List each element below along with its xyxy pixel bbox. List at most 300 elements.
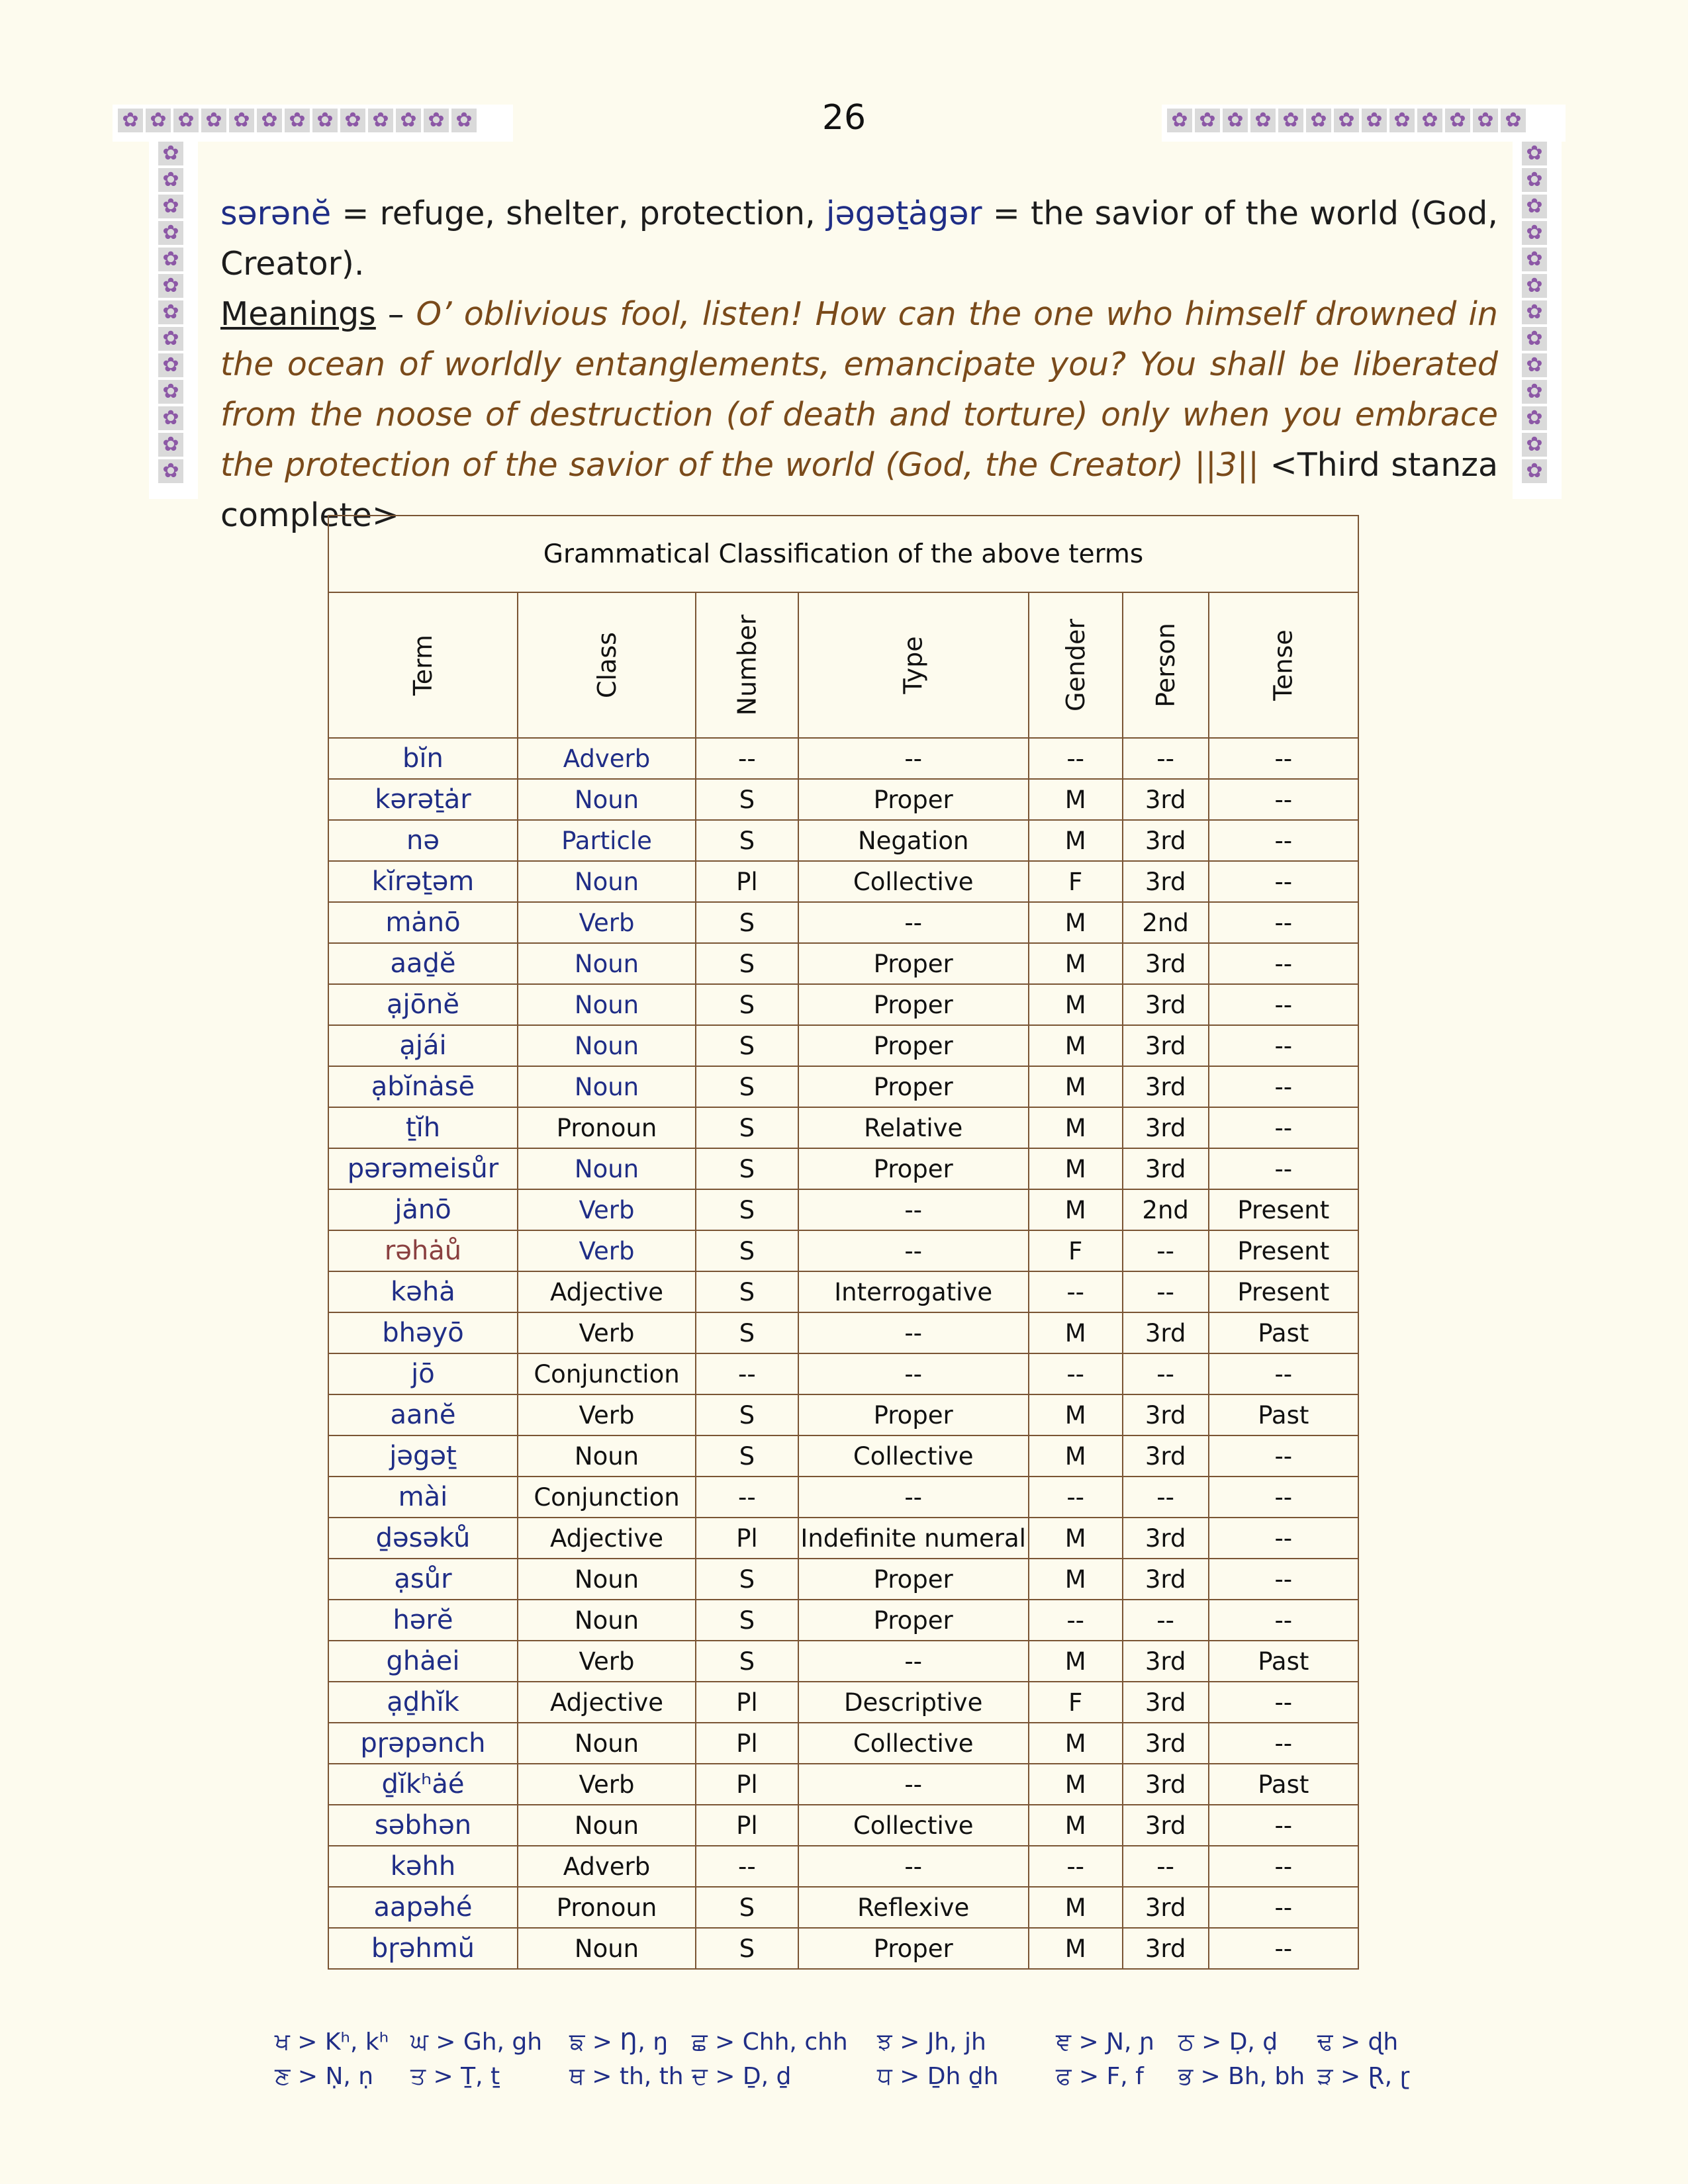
- commentary-text: [220, 189, 1498, 541]
- flower-ornament-icon: ✿: [158, 459, 183, 483]
- table-row: [328, 1230, 1358, 1271]
- cell-tense: --: [1209, 1559, 1358, 1600]
- cell-person: --: [1123, 1477, 1209, 1518]
- cell-tense: Past: [1209, 1764, 1358, 1805]
- flower-ornament-icon: ✿: [1445, 109, 1470, 132]
- cell-term: bĭn: [328, 738, 518, 779]
- cell-type: Proper: [798, 1025, 1029, 1066]
- cell-gender: M: [1029, 1394, 1123, 1435]
- table-row: [328, 1641, 1358, 1682]
- flower-ornament-icon: ✿: [1522, 274, 1547, 298]
- cell-type: Reflexive: [798, 1887, 1029, 1928]
- cell-tense: --: [1209, 1682, 1358, 1723]
- key-row-1: [275, 2025, 1466, 2060]
- cell-gender: M: [1029, 1435, 1123, 1477]
- cell-class: Verb: [518, 1764, 696, 1805]
- flower-ornament-icon: ✿: [173, 109, 199, 132]
- cell-person: 3rd: [1123, 1887, 1209, 1928]
- table-row: [328, 984, 1358, 1025]
- cell-term: jō: [328, 1353, 518, 1394]
- flower-ornament-icon: ✿: [201, 109, 226, 132]
- cell-tense: --: [1209, 1518, 1358, 1559]
- meanings-label: Meanings: [220, 295, 376, 333]
- cell-tense: --: [1209, 1928, 1358, 1969]
- flower-ornament-icon: ✿: [1417, 109, 1442, 132]
- key-entry: ਥ > th, th: [569, 2063, 684, 2090]
- cell-class: Noun: [518, 1559, 696, 1600]
- key-entry: ਫ > F, f: [1056, 2063, 1144, 2090]
- key-entry: ਛ > Chh, chh: [692, 2028, 848, 2056]
- cell-type: Proper: [798, 1600, 1029, 1641]
- flower-ornament-icon: ✿: [158, 142, 183, 165]
- cell-gender: M: [1029, 1066, 1123, 1107]
- header-gender: Gender: [1029, 592, 1123, 738]
- meanings-body: O’ oblivious fool, listen! How can the one who himself drowned in the ocean of worldly entanglements, emancipate you? You shall be liberated from the noose of destruction (of death and torture) only when you embrace the protection of the savior of the world (God, the Creator): [220, 295, 1498, 484]
- cell-number: Pl: [696, 861, 798, 902]
- table-row: [328, 902, 1358, 943]
- table-row: [328, 1066, 1358, 1107]
- table-row: [328, 1353, 1358, 1394]
- cell-tense: --: [1209, 1477, 1358, 1518]
- cell-gender: M: [1029, 984, 1123, 1025]
- cell-type: Proper: [798, 943, 1029, 984]
- table-row: [328, 1846, 1358, 1887]
- cell-gender: M: [1029, 1025, 1123, 1066]
- key-entry: ਢ > ɖh: [1317, 2028, 1399, 2056]
- cell-class: Verb: [518, 1230, 696, 1271]
- table-header-row: [328, 592, 1358, 738]
- frame-top-left: [113, 105, 513, 142]
- header-number: Number: [696, 592, 798, 738]
- cell-tense: --: [1209, 1066, 1358, 1107]
- cell-class: Adjective: [518, 1518, 696, 1559]
- meanings-dash: –: [375, 295, 416, 333]
- key-entry: ਝ > Jh, jh: [877, 2028, 986, 2056]
- cell-tense: Present: [1209, 1230, 1358, 1271]
- cell-type: Proper: [798, 984, 1029, 1025]
- flower-ornament-icon: ✿: [257, 109, 282, 132]
- cell-term: rəhȧů: [328, 1230, 518, 1271]
- cell-person: 3rd: [1123, 861, 1209, 902]
- flower-ornament-icon: ✿: [1473, 109, 1498, 132]
- cell-person: 3rd: [1123, 1559, 1209, 1600]
- cell-number: S: [696, 1025, 798, 1066]
- key-entry: ਭ > Bh, bh: [1178, 2063, 1305, 2090]
- cell-person: --: [1123, 1846, 1209, 1887]
- flower-ornament-icon: ✿: [1389, 109, 1415, 132]
- flower-ornament-icon: ✿: [285, 109, 310, 132]
- flower-ornament-icon: ✿: [340, 109, 365, 132]
- flower-ornament-icon: ✿: [158, 327, 183, 351]
- flower-ornament-icon: ✿: [118, 109, 143, 132]
- cell-number: S: [696, 1394, 798, 1435]
- table-row: [328, 861, 1358, 902]
- cell-tense: Past: [1209, 1312, 1358, 1353]
- cell-person: --: [1123, 1600, 1209, 1641]
- cell-term: ạsůr: [328, 1559, 518, 1600]
- cell-gender: M: [1029, 1764, 1123, 1805]
- cell-type: Negation: [798, 820, 1029, 861]
- cell-gender: F: [1029, 1682, 1123, 1723]
- table-row: [328, 1271, 1358, 1312]
- cell-tense: --: [1209, 984, 1358, 1025]
- cell-term: aapəhé: [328, 1887, 518, 1928]
- flower-ornament-icon: ✿: [1522, 380, 1547, 404]
- table-row: [328, 1805, 1358, 1846]
- cell-class: Noun: [518, 943, 696, 984]
- cell-type: --: [798, 738, 1029, 779]
- cell-type: --: [798, 1353, 1029, 1394]
- key-entry: ਦ > Ḏ, ḏ: [692, 2063, 792, 2090]
- cell-term: hərĕ: [328, 1600, 518, 1641]
- cell-gender: M: [1029, 1641, 1123, 1682]
- flower-ornament-icon: ✿: [1522, 433, 1547, 457]
- key-entry: ਠ > Ḍ, ḍ: [1178, 2028, 1278, 2056]
- cell-number: S: [696, 902, 798, 943]
- cell-gender: M: [1029, 779, 1123, 820]
- table-row: [328, 1394, 1358, 1435]
- cell-person: 3rd: [1123, 1928, 1209, 1969]
- cell-class: Noun: [518, 1435, 696, 1477]
- flower-ornament-icon: ✿: [1223, 109, 1248, 132]
- cell-person: 3rd: [1123, 1435, 1209, 1477]
- cell-class: Conjunction: [518, 1477, 696, 1518]
- cell-type: --: [798, 1764, 1029, 1805]
- flower-ornament-icon: ✿: [1522, 142, 1547, 165]
- cell-gender: M: [1029, 1928, 1123, 1969]
- flower-ornament-icon: ✿: [1362, 109, 1387, 132]
- cell-class: Conjunction: [518, 1353, 696, 1394]
- cell-number: S: [696, 984, 798, 1025]
- cell-number: S: [696, 1600, 798, 1641]
- flower-ornament-icon: ✿: [1278, 109, 1303, 132]
- table-row: [328, 820, 1358, 861]
- cell-number: S: [696, 1271, 798, 1312]
- cell-person: 3rd: [1123, 1805, 1209, 1846]
- cell-number: Pl: [696, 1723, 798, 1764]
- cell-gender: M: [1029, 1189, 1123, 1230]
- cell-term: ḏəsəků: [328, 1518, 518, 1559]
- cell-term: bhəyō: [328, 1312, 518, 1353]
- cell-person: --: [1123, 738, 1209, 779]
- cell-type: Collective: [798, 1723, 1029, 1764]
- cell-class: Verb: [518, 1394, 696, 1435]
- cell-type: Proper: [798, 1066, 1029, 1107]
- key-entry: ਣ > Ṇ, ṇ: [275, 2063, 374, 2090]
- cell-person: 3rd: [1123, 1518, 1209, 1559]
- cell-gender: M: [1029, 1805, 1123, 1846]
- table-row: [328, 1682, 1358, 1723]
- cell-type: --: [798, 902, 1029, 943]
- cell-class: Particle: [518, 820, 696, 861]
- cell-tense: --: [1209, 943, 1358, 984]
- cell-class: Adjective: [518, 1682, 696, 1723]
- cell-type: --: [798, 1846, 1029, 1887]
- cell-term: səbhən: [328, 1805, 518, 1846]
- flower-ornament-icon: ✿: [424, 109, 449, 132]
- flower-ornament-icon: ✿: [146, 109, 171, 132]
- table-row: [328, 1723, 1358, 1764]
- cell-tense: --: [1209, 1148, 1358, 1189]
- cell-gender: M: [1029, 1312, 1123, 1353]
- stanza-note: <Third stanza complete>: [220, 446, 1499, 534]
- cell-number: --: [696, 738, 798, 779]
- cell-gender: F: [1029, 1230, 1123, 1271]
- table-row: [328, 1518, 1358, 1559]
- cell-number: S: [696, 1312, 798, 1353]
- definition-sarane: = refuge, shelter, protection,: [331, 195, 826, 232]
- cell-number: S: [696, 820, 798, 861]
- cell-term: pɼəpənch: [328, 1723, 518, 1764]
- flower-ornament-icon: ✿: [158, 221, 183, 245]
- cell-class: Verb: [518, 1641, 696, 1682]
- key-entry: ਤ > Ṯ, ṯ: [410, 2063, 500, 2090]
- cell-type: Descriptive: [798, 1682, 1029, 1723]
- cell-term: ạḏhĭk: [328, 1682, 518, 1723]
- cell-type: --: [798, 1189, 1029, 1230]
- cell-tense: --: [1209, 1353, 1358, 1394]
- table-caption: Grammatical Classification of the above terms: [328, 516, 1358, 592]
- table-row: [328, 1189, 1358, 1230]
- cell-term: ạjái: [328, 1025, 518, 1066]
- flower-ornament-icon: ✿: [1501, 109, 1526, 132]
- table-row: [328, 1477, 1358, 1518]
- cell-term: ạjōnĕ: [328, 984, 518, 1025]
- key-row-2: [275, 2060, 1466, 2094]
- frame-left: [149, 142, 198, 499]
- grammar-table: [328, 515, 1359, 1970]
- header-tense: Tense: [1209, 592, 1358, 738]
- cell-tense: --: [1209, 1723, 1358, 1764]
- cell-class: Noun: [518, 1025, 696, 1066]
- cell-type: Proper: [798, 779, 1029, 820]
- flower-ornament-icon: ✿: [158, 168, 183, 192]
- cell-term: ṯĭh: [328, 1107, 518, 1148]
- cell-class: Adverb: [518, 738, 696, 779]
- cell-number: Pl: [696, 1805, 798, 1846]
- cell-gender: --: [1029, 738, 1123, 779]
- cell-gender: --: [1029, 1846, 1123, 1887]
- flower-ornament-icon: ✿: [1522, 248, 1547, 271]
- table-row: [328, 1764, 1358, 1805]
- flower-ornament-icon: ✿: [158, 433, 183, 457]
- definition-jagatagar: = the savior of the world (God, Creator).: [220, 195, 1498, 283]
- cell-type: Collective: [798, 1435, 1029, 1477]
- flower-ornament-icon: ✿: [158, 380, 183, 404]
- cell-term: kəhh: [328, 1846, 518, 1887]
- cell-gender: M: [1029, 943, 1123, 984]
- cell-class: Noun: [518, 984, 696, 1025]
- table-row: [328, 779, 1358, 820]
- cell-term: mài: [328, 1477, 518, 1518]
- cell-term: kĭrəṯəm: [328, 861, 518, 902]
- cell-person: 3rd: [1123, 779, 1209, 820]
- cell-term: bɼəhmŭ: [328, 1928, 518, 1969]
- cell-type: --: [798, 1641, 1029, 1682]
- cell-gender: M: [1029, 1559, 1123, 1600]
- cell-person: 3rd: [1123, 1148, 1209, 1189]
- cell-tense: Past: [1209, 1641, 1358, 1682]
- key-entry: ਧ > Ḏh ḏh: [877, 2063, 999, 2090]
- cell-number: --: [696, 1846, 798, 1887]
- cell-term: ghȧei: [328, 1641, 518, 1682]
- header-person: Person: [1123, 592, 1209, 738]
- cell-term: ạbĭnȧsē: [328, 1066, 518, 1107]
- cell-class: Noun: [518, 1148, 696, 1189]
- cell-tense: --: [1209, 820, 1358, 861]
- table-row: [328, 1107, 1358, 1148]
- cell-person: 3rd: [1123, 1641, 1209, 1682]
- cell-class: Noun: [518, 1723, 696, 1764]
- cell-class: Verb: [518, 902, 696, 943]
- verse-mark: ||3||: [1183, 446, 1270, 484]
- header-term: Term: [328, 592, 518, 738]
- cell-person: 3rd: [1123, 1682, 1209, 1723]
- cell-class: Verb: [518, 1312, 696, 1353]
- cell-class: Adjective: [518, 1271, 696, 1312]
- cell-number: S: [696, 1107, 798, 1148]
- cell-number: S: [696, 943, 798, 984]
- cell-term: nə: [328, 820, 518, 861]
- cell-person: 2nd: [1123, 1189, 1209, 1230]
- cell-type: Interrogative: [798, 1271, 1029, 1312]
- cell-term: mȧnō: [328, 902, 518, 943]
- flower-ornament-icon: ✿: [229, 109, 254, 132]
- cell-term: jəgəṯ: [328, 1435, 518, 1477]
- flower-ornament-icon: ✿: [1522, 406, 1547, 430]
- cell-number: S: [696, 1189, 798, 1230]
- cell-term: pərəmeisůr: [328, 1148, 518, 1189]
- cell-gender: M: [1029, 1887, 1123, 1928]
- cell-number: --: [696, 1353, 798, 1394]
- header-class: Class: [518, 592, 696, 738]
- cell-person: 3rd: [1123, 1107, 1209, 1148]
- cell-number: Pl: [696, 1518, 798, 1559]
- cell-person: 3rd: [1123, 943, 1209, 984]
- cell-class: Pronoun: [518, 1887, 696, 1928]
- key-entry: ਞ > Ɲ, ɲ: [1056, 2028, 1155, 2056]
- table-row: [328, 943, 1358, 984]
- cell-gender: F: [1029, 861, 1123, 902]
- flower-ornament-icon: ✿: [158, 274, 183, 298]
- cell-number: S: [696, 1928, 798, 1969]
- flower-ornament-icon: ✿: [1522, 168, 1547, 192]
- flower-ornament-icon: ✿: [1522, 300, 1547, 324]
- cell-person: 3rd: [1123, 1394, 1209, 1435]
- term-jagatagar: jəgəṯȧgər: [825, 195, 982, 232]
- flower-ornament-icon: ✿: [1522, 459, 1547, 483]
- key-entry: ਙ > Ŋ, ŋ: [569, 2028, 669, 2056]
- cell-gender: M: [1029, 902, 1123, 943]
- cell-class: Noun: [518, 1928, 696, 1969]
- flower-ornament-icon: ✿: [1522, 327, 1547, 351]
- flower-ornament-icon: ✿: [158, 195, 183, 218]
- cell-type: Collective: [798, 861, 1029, 902]
- key-entry: ਖ > Kʰ, kʰ: [275, 2028, 389, 2056]
- cell-type: Proper: [798, 1928, 1029, 1969]
- cell-tense: --: [1209, 779, 1358, 820]
- cell-person: 2nd: [1123, 902, 1209, 943]
- cell-number: S: [696, 1148, 798, 1189]
- cell-tense: --: [1209, 1887, 1358, 1928]
- flower-ornament-icon: ✿: [158, 406, 183, 430]
- cell-tense: --: [1209, 738, 1358, 779]
- key-entry: ਘ > Gh, gh: [410, 2028, 543, 2056]
- cell-number: --: [696, 1477, 798, 1518]
- cell-gender: --: [1029, 1600, 1123, 1641]
- table-row: [328, 1600, 1358, 1641]
- cell-person: 3rd: [1123, 1312, 1209, 1353]
- cell-tense: --: [1209, 902, 1358, 943]
- table-row: [328, 1928, 1358, 1969]
- cell-gender: M: [1029, 1107, 1123, 1148]
- cell-number: S: [696, 1641, 798, 1682]
- flower-ornament-icon: ✿: [368, 109, 393, 132]
- flower-ornament-icon: ✿: [158, 300, 183, 324]
- cell-gender: M: [1029, 820, 1123, 861]
- cell-term: kəhȧ: [328, 1271, 518, 1312]
- cell-tense: --: [1209, 1107, 1358, 1148]
- table-row: [328, 1148, 1358, 1189]
- cell-tense: --: [1209, 1805, 1358, 1846]
- cell-person: 3rd: [1123, 820, 1209, 861]
- frame-top-right: [1162, 105, 1566, 142]
- flower-ornament-icon: ✿: [1522, 221, 1547, 245]
- cell-gender: M: [1029, 1518, 1123, 1559]
- cell-number: S: [696, 1887, 798, 1928]
- cell-term: aanĕ: [328, 1394, 518, 1435]
- cell-class: Noun: [518, 1600, 696, 1641]
- cell-person: 3rd: [1123, 1764, 1209, 1805]
- flower-ornament-icon: ✿: [451, 109, 477, 132]
- cell-person: --: [1123, 1230, 1209, 1271]
- cell-tense: Present: [1209, 1271, 1358, 1312]
- cell-number: S: [696, 1066, 798, 1107]
- cell-gender: --: [1029, 1353, 1123, 1394]
- cell-type: Proper: [798, 1148, 1029, 1189]
- cell-tense: --: [1209, 1600, 1358, 1641]
- cell-type: Proper: [798, 1559, 1029, 1600]
- table-row: [328, 1312, 1358, 1353]
- cell-term: kərəṯȧr: [328, 779, 518, 820]
- flower-ornament-icon: ✿: [158, 353, 183, 377]
- cell-gender: M: [1029, 1148, 1123, 1189]
- flower-ornament-icon: ✿: [1250, 109, 1276, 132]
- cell-person: 3rd: [1123, 1723, 1209, 1764]
- cell-number: S: [696, 1230, 798, 1271]
- cell-number: Pl: [696, 1682, 798, 1723]
- cell-gender: --: [1029, 1271, 1123, 1312]
- flower-ornament-icon: ✿: [1195, 109, 1220, 132]
- cell-class: Noun: [518, 1805, 696, 1846]
- flower-ornament-icon: ✿: [312, 109, 338, 132]
- table-row: [328, 1559, 1358, 1600]
- cell-class: Verb: [518, 1189, 696, 1230]
- cell-gender: M: [1029, 1723, 1123, 1764]
- cell-number: S: [696, 1435, 798, 1477]
- transliteration-key: [275, 2025, 1466, 2094]
- cell-tense: Past: [1209, 1394, 1358, 1435]
- flower-ornament-icon: ✿: [1334, 109, 1359, 132]
- table-row: [328, 738, 1358, 779]
- cell-type: --: [798, 1312, 1029, 1353]
- key-entry: ੜ > Ɽ, ɽ: [1317, 2063, 1410, 2090]
- frame-right: [1513, 142, 1562, 499]
- cell-gender: --: [1029, 1477, 1123, 1518]
- cell-term: ḏĭkʰȧé: [328, 1764, 518, 1805]
- cell-term: jȧnō: [328, 1189, 518, 1230]
- cell-person: 3rd: [1123, 1025, 1209, 1066]
